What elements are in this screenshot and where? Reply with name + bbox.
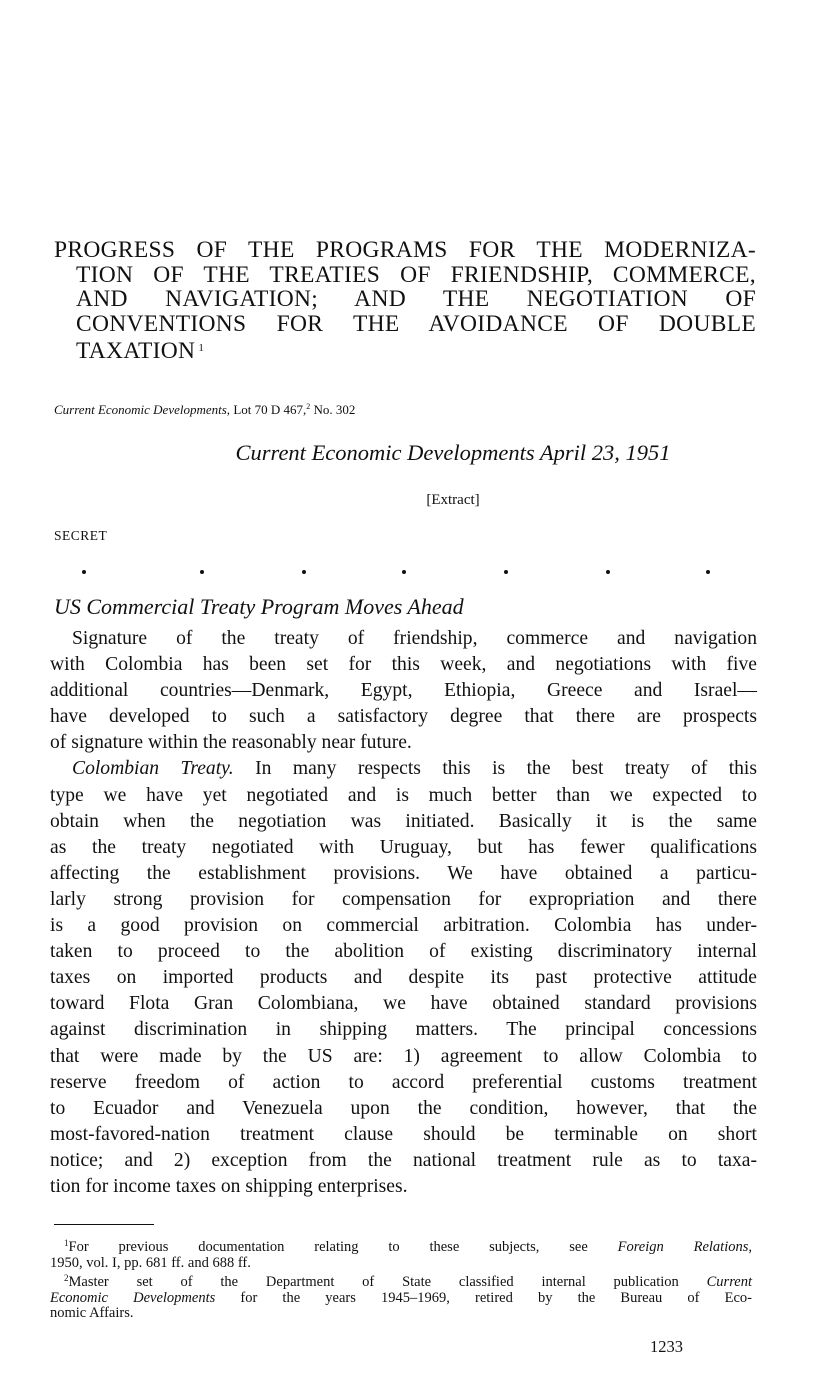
title-line-3: AND NAVIGATION; AND THE NEGOTIATION OF	[76, 286, 756, 312]
source-citation	[54, 402, 355, 418]
footnotes	[50, 1236, 752, 1322]
footnote-1-text: For previous documentation relating to these subjects, see	[68, 1239, 588, 1255]
para2-line-text: In many respects this is the best treaty of this	[255, 758, 757, 780]
para2-line: larly strong provision for compensation for expropriation and there	[50, 888, 757, 910]
para2-line: notice; and 2) exception from the national treatment rule as to taxa-	[50, 1149, 757, 1171]
footnote-1-italic: Foreign Relations,	[617, 1239, 752, 1255]
extract-label-text: [Extract]	[426, 492, 480, 508]
para1-line: with Colombia has been set for this week, and negotiations with five	[50, 654, 757, 676]
para2-line	[50, 756, 757, 782]
section-heading: US Commercial Treaty Program Moves Ahead	[54, 594, 464, 619]
source-publication: Current Economic Developments,	[54, 402, 231, 417]
document-title	[54, 238, 756, 364]
document-heading-text: Current Economic Developments April 23, 1951	[235, 440, 671, 465]
classification-marking: SECRET	[54, 528, 108, 543]
para2-line: to Ecuador and Venezuela upon the condition, however, that the	[50, 1097, 757, 1119]
ellipsis-dot	[82, 570, 86, 574]
para2-line: taxes on imported products and despite its past protective attitude	[50, 967, 757, 989]
ellipsis-dot	[706, 570, 710, 574]
body-text	[50, 626, 757, 1200]
para2-line: is a good provision on commercial arbitration. Colombia has under-	[50, 915, 757, 937]
para2-line: against discrimination in shipping matters. The principal concessions	[50, 1019, 757, 1041]
para2-line: obtain when the negotiation was initiated. Basically it is the same	[50, 810, 757, 832]
para1-line: have developed to such a satisfactory degree that there are prospects	[50, 706, 757, 728]
document-heading	[0, 440, 838, 466]
footnote-2-italic: Current	[706, 1274, 753, 1291]
footnote-1-line-1	[50, 1236, 752, 1256]
ellipsis-dots	[82, 564, 722, 584]
source-footnote-ref: 2	[306, 402, 311, 411]
footnote-2-text-2: for the years 1945–1969, retired by the Bureau of Eco-	[240, 1289, 753, 1306]
title-line-2: TION OF THE TREATIES OF FRIENDSHIP, COMMERCE,	[76, 261, 756, 288]
para2-line: most-favored-nation treatment clause should be terminable on short	[50, 1123, 757, 1145]
footnote-2-marker: 2	[64, 1273, 69, 1284]
ellipsis-dot	[402, 570, 406, 574]
ellipsis-dot	[302, 570, 306, 574]
para2-line: reserve freedom of action to accord preferential customs treatment	[50, 1071, 757, 1093]
title-footnote-ref: 1	[198, 342, 205, 354]
title-line-4: CONVENTIONS FOR THE AVOIDANCE OF DOUBLE	[76, 310, 756, 337]
para2-lead: Colombian Treaty.	[72, 758, 234, 780]
para2-line: toward Flota Gran Colombiana, we have obtained standard provisions	[50, 993, 757, 1015]
title-line-5	[54, 336, 756, 364]
extract-label	[0, 492, 838, 509]
ellipsis-dot	[200, 570, 204, 574]
footnote-divider	[54, 1224, 154, 1225]
page-number: 1233	[650, 1337, 683, 1356]
footnote-1-marker: 1	[64, 1238, 69, 1248]
footnote-2-text: Master set of the Department of State classified internal publication	[68, 1274, 679, 1291]
title-line-1: PROGRESS OF THE PROGRAMS FOR THE MODERNIZA-	[54, 237, 756, 263]
para1-line: of signature within the reasonably near future.	[50, 732, 412, 754]
footnote-1-line-2: 1950, vol. I, pp. 681 ff. and 688 ff.	[50, 1254, 251, 1271]
para2-line: as the treaty negotiated with Uruguay, but has fewer qualifications	[50, 836, 757, 858]
para1-line: Signature of the treaty of friendship, commerce and navigation	[72, 628, 757, 649]
footnote-2-italic-2: Economic Developments	[50, 1289, 216, 1306]
footnote-2-line-2	[50, 1291, 752, 1307]
para1-line: additional countries—Denmark, Egypt, Ethiopia, Greece and Israel—	[50, 680, 757, 702]
footnote-2-line-1	[50, 1271, 752, 1291]
para2-line: affecting the establishment provisions. We have obtained a particu-	[50, 862, 757, 884]
para2-line: that were made by the US are: 1) agreement to allow Colombia to	[50, 1045, 757, 1067]
para2-line: type we have yet negotiated and is much better than we expected to	[50, 784, 757, 806]
ellipsis-dot	[606, 570, 610, 574]
para2-line: tion for income taxes on shipping enterprises.	[50, 1175, 408, 1197]
footnote-2-line-3: nomic Affairs.	[50, 1305, 134, 1322]
source-lot: Lot 70 D 467,	[233, 402, 307, 417]
source-number: No. 302	[313, 402, 356, 417]
title-line-5-text: TAXATION	[76, 338, 196, 364]
ellipsis-dot	[504, 570, 508, 574]
para2-line: taken to proceed to the abolition of existing discriminatory internal	[50, 941, 757, 963]
